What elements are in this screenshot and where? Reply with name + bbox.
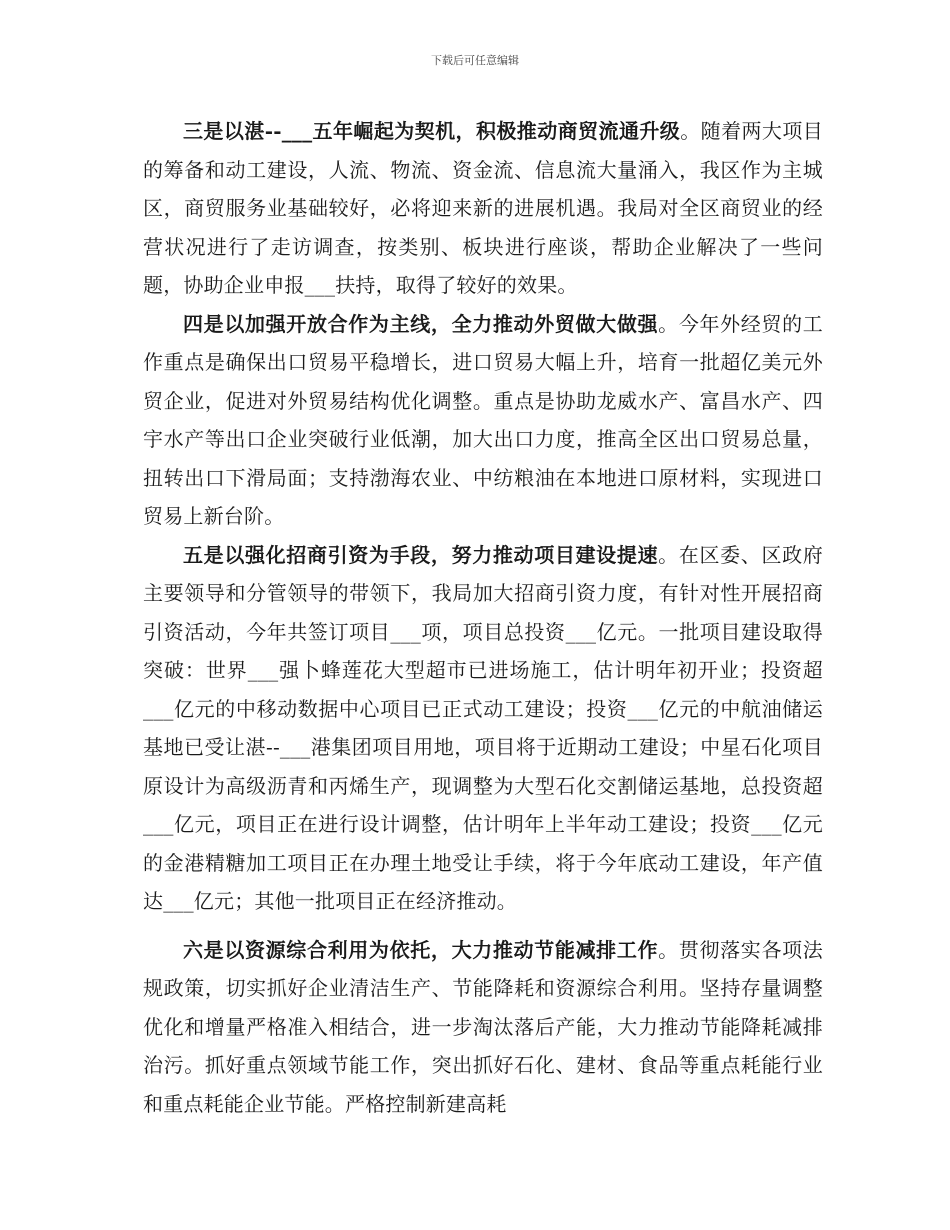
paragraph-4 <box>143 305 823 536</box>
paragraph-3-body: 。随着两大项目的筹备和动工建设，人流、物流、资金流、信息流大量涌入，我区作为主城区，商贸服务业基础较好，必将迎来新的进展机遇。我局对全区商贸业的经营状况进行了走访调查，按类别、板块进行座谈，帮助企业解决了一些问题，协助企业申报___扶持，取得了较好的效果。 <box>143 119 823 297</box>
paragraph-4-body: 。今年外经贸的工作重点是确保出口贸易平稳增长，进口贸易大幅上升，培育一批超亿美元外贸企业，促进对外贸易结构优化调整。重点是协助龙威水产、富昌水产、四宇水产等出口企业突破行业低潮，加大出口力度，推高全区出口贸易总量，扭转出口下滑局面；支持渤海农业、中纺粮油在本地进口原材料，实现进口贸易上新台阶。 <box>143 311 823 528</box>
paragraph-5-lead: 五是以强化招商引资为手段，努力推动项目建设提速 <box>183 542 659 567</box>
page-header: 下载后可任意编辑 <box>431 54 519 67</box>
paragraph-3-lead: 三是以湛--___五年崛起为契机，积极推动商贸流通升级 <box>183 119 681 143</box>
document-body <box>143 112 823 1123</box>
paragraph-5 <box>143 536 823 921</box>
paragraph-5-body: 。在区委、区政府主要领导和分管领导的带领下，我局加大招商引资力度，有针对性开展招商引资活动，今年共签订项目___项，项目总投资___亿元。一批项目建设取得突破：世界___强卜蜂莲花大型超市已进场施工，估计明年初开业；投资超___亿元的中移动数据中心项目已正式动工建设；投资___亿元的中航油储运基地已受让湛--___港集团项目用地，项目将于近期动工建设；中星石化项目原设计为高级沥青和丙烯生产，现调整为大型石化交割储运基地，总投资超___亿元，项目正在进行设计调整，估计明年上半年动工建设；投资___亿元的金港精糖加工项目正在办理土地受让手续，将于今年底动工建设，年产值达___亿元；其他一批项目正在经济推动。 <box>143 542 823 913</box>
paragraph-gap <box>143 921 823 931</box>
paragraph-3 <box>143 112 823 305</box>
paragraph-4-lead: 四是以加强开放合作为主线，全力推动外贸做大做强 <box>183 311 659 336</box>
paragraph-6-lead: 六是以资源综合利用为依托，大力推动节能减排工作 <box>183 937 659 962</box>
paragraph-6 <box>143 931 823 1124</box>
paragraph-6-body: 。贯彻落实各项法规政策，切实抓好企业清洁生产、节能降耗和资源综合利用。坚持存量调整优化和增量严格准入相结合，进一步淘汰落后产能，大力推动节能降耗减排治污。抓好重点领域节能工作，突出抓好石化、建材、食品等重点耗能行业和重点耗能企业节能。严格控制新建高耗 <box>143 937 823 1116</box>
